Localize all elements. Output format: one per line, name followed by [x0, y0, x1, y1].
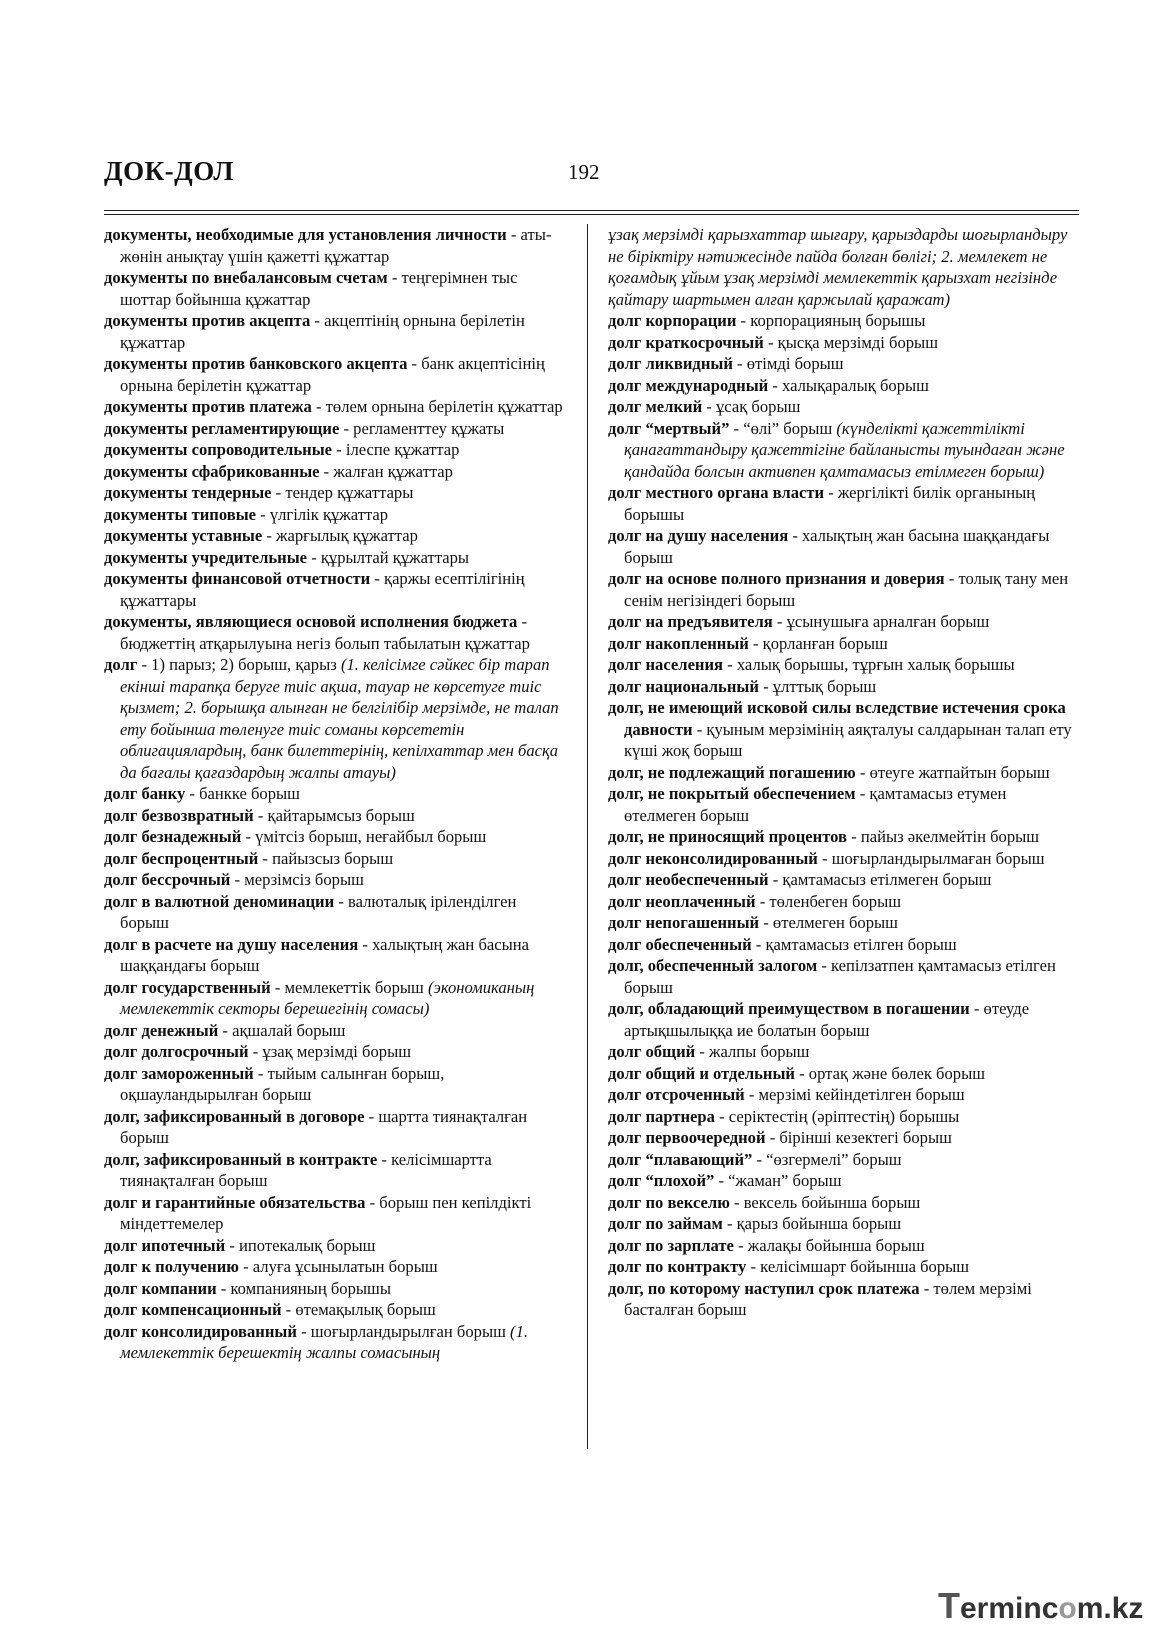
- entry-definition: - тыйым салынған борыш, оқшауландырылған борыш: [120, 1063, 445, 1104]
- entry-term: долг к получению: [104, 1257, 239, 1276]
- dictionary-entry: [104, 977, 566, 1020]
- entry-note: (күнделікті қажеттілікті қанағаттандыру қажеттігіне байланысты туындаған және қандайда болсын активпен қамтамасыз етілмеген борыш): [624, 418, 1065, 481]
- entry-term: документы тендерные: [104, 483, 272, 502]
- dictionary-entry: [608, 375, 1074, 397]
- entry-term: долг партнера: [608, 1106, 715, 1126]
- entry-definition: - регламенттеу құжаты: [339, 418, 505, 438]
- entry-term: долг беспроцентный: [104, 848, 259, 868]
- dictionary-entry: [104, 439, 566, 461]
- dictionary-entry: [608, 1192, 1074, 1214]
- entry-definition: - корпорацияның борышы: [736, 311, 926, 330]
- entry-definition: - ұсақ борыш: [702, 397, 801, 416]
- entry-definition: - төлем мерзімі басталған борыш: [624, 1278, 1032, 1319]
- dictionary-entry: [104, 482, 566, 504]
- entry-definition: - келісімшартта тиянақталған борыш: [120, 1149, 492, 1190]
- entry-term: долг по контракту: [608, 1257, 747, 1276]
- entry-term: документы против банковского акцепта: [104, 354, 408, 373]
- dictionary-entry: [608, 869, 1074, 891]
- dictionary-entry: [608, 1149, 1074, 1171]
- dictionary-entry: [104, 504, 566, 526]
- right-column: [608, 224, 1074, 1321]
- entry-definition: - пайызсыз борыш: [258, 848, 394, 868]
- entry-term: документы, необходимые для установления личности: [104, 225, 507, 244]
- entry-definition: - халықтың жан басына шаққандағы борыш: [120, 934, 530, 975]
- dictionary-entry: [104, 1278, 566, 1300]
- entry-term: долг “мертвый”: [608, 418, 730, 438]
- entry-definition: - төлем орнына берілетін құжаттар: [311, 397, 563, 416]
- entry-definition: - қайтарымсыз борыш: [253, 805, 415, 825]
- dictionary-entry: [104, 848, 566, 870]
- dictionary-entry: [104, 654, 566, 783]
- entry-term: долг безнадежный: [104, 827, 242, 846]
- dictionary-entry: [104, 525, 566, 547]
- dictionary-entry: [104, 805, 566, 827]
- entry-definition: - ақшалай борыш: [218, 1020, 346, 1040]
- entry-definition: - тендер құжаттары: [271, 483, 414, 502]
- entry-term: долг долгосрочный: [104, 1042, 249, 1061]
- entry-term: долг, не подлежащий погашению: [608, 762, 856, 782]
- dictionary-entry: [104, 1041, 566, 1063]
- entry-definition: - қамтамасыз етумен өтелмеген борыш: [624, 784, 1007, 825]
- dictionary-entry: [104, 461, 566, 483]
- entry-definition: - жалпы борыш: [695, 1042, 810, 1061]
- entry-term: документы регламентирующие: [104, 418, 340, 438]
- dictionary-entry: [608, 1235, 1074, 1257]
- entry-term: долг по зарплате: [608, 1235, 734, 1255]
- entry-term: долг международный: [608, 375, 769, 395]
- entry-term: долг, обладающий преимуществом в погашении: [608, 999, 970, 1018]
- entry-term: долг на душу населения: [608, 526, 789, 545]
- entry-term: долг, обеспеченный залогом: [608, 956, 818, 975]
- page-header-title: ДОК-ДОЛ: [104, 156, 234, 186]
- entry-term: долг корпорации: [608, 311, 737, 330]
- dictionary-entry: [104, 1149, 566, 1192]
- dictionary-entry: [608, 1106, 1074, 1128]
- entry-definition: - жалған құжаттар: [319, 461, 453, 481]
- entry-term: долг краткосрочный: [608, 332, 764, 352]
- entry-term: документы уставные: [104, 526, 263, 545]
- entry-definition: - өтімді борыш: [732, 354, 844, 373]
- entry-definition: - қаржы есептілігінің құжаттары: [120, 569, 525, 610]
- entry-term: долг населения: [608, 655, 724, 674]
- entry-term: документы против платежа: [104, 397, 312, 416]
- dictionary-entry: [104, 568, 566, 611]
- entry-term: долг, не имеющий исковой силы вследствие истечения срока давности: [608, 698, 1066, 739]
- entry-term: документы, являющиеся основой исполнения бюджета: [104, 612, 518, 631]
- entry-term: долг необеспеченный: [608, 870, 769, 889]
- dictionary-entry: [104, 1192, 566, 1235]
- entry-term: долг отсроченный: [608, 1085, 745, 1104]
- dictionary-entry: [104, 783, 566, 805]
- dictionary-entry: [104, 826, 566, 848]
- entry-term: долг непогашенный: [608, 913, 760, 932]
- entry-definition: - өтелмеген борыш: [759, 913, 898, 932]
- entry-term: долг по займам: [608, 1214, 723, 1233]
- dictionary-entry: [104, 1256, 566, 1278]
- entry-term: долг накопленный: [608, 633, 749, 653]
- entry-definition: - алуға ұсынылатын борыш: [238, 1257, 438, 1276]
- entry-definition: - кепілзатпен қамтамасыз етілген борыш: [624, 956, 1056, 997]
- entry-definition: - қорланған борыш: [748, 633, 888, 653]
- dictionary-entry: [608, 762, 1074, 784]
- entry-term: долг национальный: [608, 676, 759, 696]
- dictionary-entry: [608, 353, 1074, 375]
- dictionary-entry: [104, 611, 566, 654]
- dictionary-entry: [104, 934, 566, 977]
- dictionary-entry: [104, 418, 566, 440]
- entry-definition: - ұсынушыға арналған борыш: [772, 612, 990, 631]
- entry-note: (1. мемлекеттік берешектің жалпы сомасының: [120, 1321, 529, 1362]
- dictionary-entry: [104, 891, 566, 934]
- dictionary-entry: [104, 224, 566, 267]
- entry-definition: - банк акцептісінің орнына берілетін құжаттар: [120, 354, 545, 395]
- dictionary-entry: [608, 1127, 1074, 1149]
- dictionary-entry: [608, 332, 1074, 354]
- entry-definition: - толық тану мен сенім негізіндегі борыш: [624, 569, 1069, 610]
- entry-definition: - теңгерімнен тыс шоттар бойынша құжаттар: [120, 268, 518, 309]
- entry-definition: - мерзімі кейіндетілген борыш: [744, 1085, 965, 1104]
- entry-definition: - ұзақ мерзімді борыш: [248, 1042, 412, 1061]
- entry-continuation: ұзақ мерзімді қарызхаттар шығару, қарыздарды шоғырландыру не біріктіру нәтижесінде пайда болған бөлігі; 2. мемлекет не қоғамдық ұйым ұзақ мерзімді мемлекеттік қарызхат негізінде қайтару шартымен алған қаржылай қаражат): [608, 225, 1068, 309]
- entry-term: долг неоплаченный: [608, 891, 756, 911]
- entry-term: долг консолидированный: [104, 1321, 297, 1341]
- entry-definition: - жарғылық құжаттар: [262, 526, 418, 545]
- entry-definition: - қарыз бойынша борыш: [722, 1214, 902, 1233]
- entry-note: (1. келісімге сәйкес бір тарап екінші тарапқа беруге тиіс ақша, тауар не көрсетуге тиіс қызмет; 2. борышқа алынған не белгілібір мерзімде, не талап ету бойынша төленуге тиіс соманы көрсететін облигациялардың, банк билеттерінің, кепілхаттар мен басқа да бағалы қағаздардың жалпы атауы): [120, 655, 559, 782]
- entry-definition: - үмітсіз борыш, неғайбыл борыш: [241, 827, 487, 846]
- entry-term: долг на предъявителя: [608, 612, 773, 631]
- dictionary-entry: [608, 676, 1074, 698]
- dictionary-entry: [608, 783, 1074, 826]
- page-number: 192: [568, 160, 600, 184]
- dictionary-entry: [608, 633, 1074, 655]
- entry-term: долг первоочередной: [608, 1128, 766, 1147]
- dictionary-entry: [608, 1256, 1074, 1278]
- entry-definition: - ипотекалық борыш: [225, 1235, 376, 1255]
- entry-term: долг, не приносящий процентов: [608, 827, 847, 846]
- entry-term: долг “плавающий”: [608, 1149, 753, 1169]
- column-divider: [587, 224, 588, 1449]
- entry-definition: - ортақ және бөлек борыш: [794, 1063, 985, 1083]
- entry-definition: - халықаралық борыш: [768, 375, 929, 395]
- dictionary-entry: [104, 353, 566, 396]
- dictionary-entry: [104, 310, 566, 353]
- entry-definition: - “өлі” борыш: [729, 418, 837, 438]
- dictionary-entry: [104, 547, 566, 569]
- entry-term: долг компании: [104, 1278, 217, 1298]
- dictionary-entry: [608, 912, 1074, 934]
- entry-definition: - шоғырландырылмаған борыш: [817, 848, 1045, 868]
- entry-term: долг, зафиксированный в контракте: [104, 1149, 378, 1169]
- entry-definition: - жалақы бойынша борыш: [733, 1235, 925, 1255]
- dictionary-entry: [104, 1063, 566, 1106]
- dictionary-entry: [104, 1299, 566, 1321]
- entry-definition: - вексель бойынша борыш: [729, 1192, 921, 1212]
- entry-definition: - мерзімсіз борыш: [230, 870, 364, 889]
- dictionary-entry: [608, 654, 1074, 676]
- entry-term: долг бессрочный: [104, 870, 231, 889]
- dictionary-entry: [608, 482, 1074, 525]
- dictionary-entry: [608, 848, 1074, 870]
- logo-text-end: m.kz: [1076, 1592, 1144, 1625]
- entry-term: долг безвозвратный: [104, 805, 254, 825]
- watermark-logo: [938, 1585, 1143, 1627]
- entry-term: документы учредительные: [104, 547, 308, 567]
- entry-term: долг в валютной деноминации: [104, 891, 335, 911]
- entry-definition: - қамтамасыз етілмеген борыш: [768, 870, 992, 889]
- entry-term: долг общий и отдельный: [608, 1063, 795, 1083]
- dictionary-entry: [608, 1170, 1074, 1192]
- entry-term: долг по векселю: [608, 1192, 730, 1212]
- dictionary-entry: [608, 998, 1074, 1041]
- dictionary-entry: [608, 1213, 1074, 1235]
- entry-term: долг общий: [608, 1042, 696, 1061]
- entry-term: долг денежный: [104, 1020, 219, 1040]
- entry-note: (экономиканың мемлекеттік секторы берешегінің сомасы): [120, 977, 535, 1018]
- entry-term: долг ипотечный: [104, 1235, 226, 1255]
- dictionary-entry: [608, 697, 1074, 762]
- dictionary-entry: [608, 934, 1074, 956]
- entry-definition: - “жаман” борыш: [714, 1171, 842, 1190]
- entry-definition: - шоғырландырылған борыш: [296, 1321, 511, 1341]
- entry-term: документы сфабрикованные: [104, 461, 320, 481]
- entry-definition: - шартта тиянақталған борыш: [120, 1106, 528, 1147]
- entry-definition: - қамтамасыз етілген борыш: [751, 934, 957, 954]
- dictionary-entry: [104, 267, 566, 310]
- dictionary-entry: [608, 611, 1074, 633]
- dictionary-entry: [608, 891, 1074, 913]
- entry-term: долг компенсационный: [104, 1300, 282, 1319]
- entry-definition: - валюталық іріленділген борыш: [120, 891, 517, 932]
- entry-definition: - төленбеген борыш: [755, 891, 901, 911]
- entry-definition: - қысқа мерзімді борыш: [763, 332, 938, 352]
- logo-text: erminc: [960, 1592, 1059, 1625]
- entry-definition: - жергілікті билік органының борышы: [624, 483, 1036, 524]
- entry-term: долг неконсолидированный: [608, 848, 818, 868]
- entry-term: долг замороженный: [104, 1063, 254, 1083]
- entry-definition: - борыш пен кепілдікті міндеттемелер: [120, 1192, 532, 1233]
- entry-term: долг банку: [104, 784, 186, 803]
- entry-definition: - қуыным мерзімінің аяқталуы салдарынан талап ету күші жоқ борыш: [624, 719, 1072, 760]
- entry-definition: - ілеспе құжаттар: [332, 440, 460, 459]
- dictionary-entry: [104, 1020, 566, 1042]
- dictionary-entry: [608, 525, 1074, 568]
- dictionary-entry: [104, 396, 566, 418]
- dictionary-entry: [608, 1041, 1074, 1063]
- dictionary-entry: [104, 1321, 566, 1364]
- entry-definition: - өтемақылық борыш: [281, 1300, 436, 1319]
- dictionary-entry: [104, 1235, 566, 1257]
- entry-term: долг государственный: [104, 977, 271, 997]
- entry-term: долг “плохой”: [608, 1171, 715, 1190]
- dictionary-entry: [608, 418, 1074, 483]
- entry-definition: - бірінші кезектегі борыш: [765, 1128, 952, 1147]
- entry-term: долг местного органа власти: [608, 483, 825, 502]
- entry-definition: - ұлттық борыш: [758, 676, 877, 696]
- entry-term: долг мелкий: [608, 397, 703, 416]
- logo-o: o: [1058, 1592, 1077, 1625]
- entry-definition: - мемлекеттік борыш: [270, 977, 428, 997]
- entry-term: документы сопроводительные: [104, 440, 333, 459]
- entry-term: долг обеспеченный: [608, 934, 752, 954]
- header-rule: [104, 210, 1079, 211]
- entry-definition: - үлгілік құжаттар: [256, 504, 389, 524]
- entry-definition: - пайыз әкелмейтін борыш: [847, 827, 1040, 846]
- dictionary-entry: [608, 310, 1074, 332]
- entry-definition: - серіктестің (әріптестің) борышы: [714, 1106, 960, 1126]
- dictionary-entry: [608, 396, 1074, 418]
- dictionary-entry: [608, 568, 1074, 611]
- dictionary-entry: [608, 1278, 1074, 1321]
- entry-definition: - құрылтай құжаттары: [307, 547, 470, 567]
- left-column: [104, 224, 566, 1364]
- entry-definition: - бюджеттің атқарылуына негіз болып табылатын құжаттар: [120, 612, 530, 653]
- entry-definition: - аты-жөнін анықтау үшін қажетті құжаттар: [120, 225, 552, 266]
- entry-term: долг и гарантийные обязательства: [104, 1192, 366, 1212]
- entry-definition: - халық борышы, тұрғын халық борышы: [723, 655, 1015, 674]
- entry-definition: - компанияның борышы: [216, 1278, 391, 1298]
- entry-definition: - 1) парыз; 2) борыш, қарыз: [137, 655, 341, 674]
- entry-term: долг, по которому наступил срок платежа: [608, 1278, 920, 1298]
- entry-term: документы финансовой отчетности: [104, 569, 371, 588]
- dictionary-entry: [608, 1084, 1074, 1106]
- dictionary-entry: [104, 869, 566, 891]
- entry-term: долг в расчете на душу населения: [104, 934, 359, 954]
- entry-term: документы по внебалансовым счетам: [104, 268, 388, 287]
- entry-term: документы типовые: [104, 504, 257, 524]
- entry-definition: - өтеуге жатпайтын борыш: [855, 762, 1050, 782]
- entry-definition: - өтеуде артықшылыққа ие болатын борыш: [624, 999, 1030, 1040]
- entry-term: документы против акцепта: [104, 311, 311, 330]
- logo-letter: T: [938, 1585, 960, 1626]
- entry-definition: - акцептінің орнына берілетін құжаттар: [120, 311, 525, 352]
- entry-term: долг: [104, 655, 138, 674]
- entry-definition: - келісімшарт бойынша борыш: [746, 1257, 970, 1276]
- entry-term: долг на основе полного признания и доверия: [608, 569, 945, 588]
- dictionary-entry: [608, 1063, 1074, 1085]
- dictionary-entry: [608, 826, 1074, 848]
- entry-term: долг ликвидный: [608, 354, 733, 373]
- entry-definition: - банкке борыш: [185, 784, 300, 803]
- entry-definition: - “өзгермелі” борыш: [752, 1149, 902, 1169]
- dictionary-entry: [104, 1106, 566, 1149]
- dictionary-entry: [608, 955, 1074, 998]
- entry-term: долг, не покрытый обеспечением: [608, 784, 856, 803]
- entry-term: долг, зафиксированный в договоре: [104, 1106, 365, 1126]
- entry-definition: - халықтың жан басына шаққандағы борыш: [624, 526, 1050, 567]
- header-rule: [104, 214, 1079, 215]
